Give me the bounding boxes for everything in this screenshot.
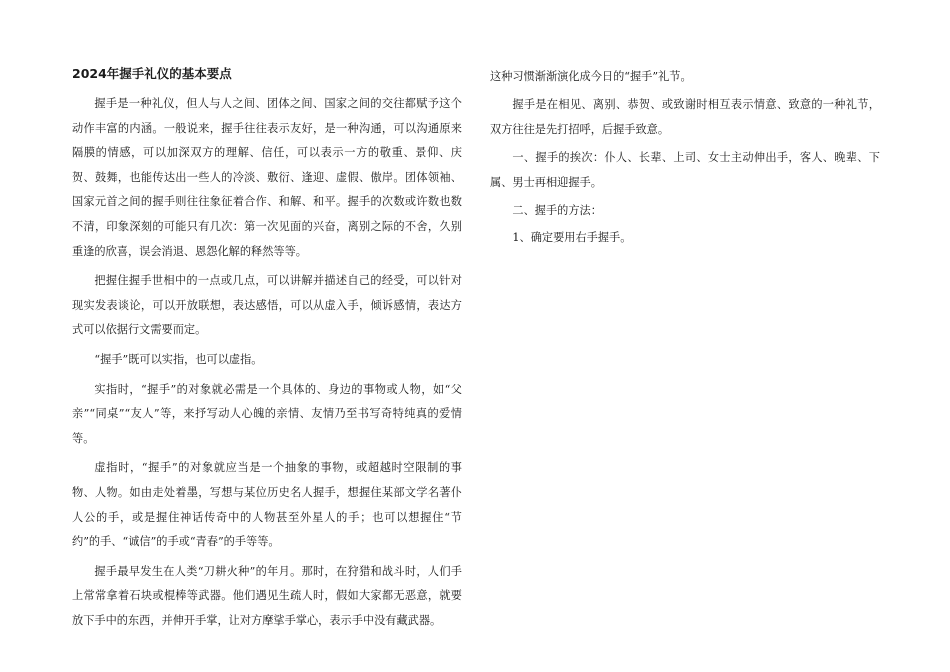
right-column [490, 64, 880, 253]
paragraph-virtual: 虚指时，“握手”的对象就应当是一个抽象的事物，或超越时空限制的事物、人物。如由走处着墨，写想与某位历史名人握手，想握住某部文学名著仆人公的手，或是握住神话传奇中的人物甚至外星人的手；也可以想握住“节约”的手、“诚信”的手或“青春”的手等等。 [72, 461, 462, 549]
paragraph-real: 实指时，“握手”的对象就必需是一个具体的、身边的事物或人物，如“父亲”“同桌”“友人”等，来抒写动人心魄的亲情、友情乃至书写奇特纯真的爱情等。 [72, 382, 462, 445]
paragraph-continuation: 这种习惯渐渐演化成今日的“握手”礼节。 [490, 70, 692, 83]
left-column [72, 64, 462, 638]
paragraph-intro: 握手是一种礼仪，但人与人之间、团体之间、国家之间的交往都赋予这个动作丰富的内涵。一般说来，握手往往表示友好，是一种沟通，可以沟通原来隔膜的情感，可以加深双方的理解、信任，可以表示一方的敬重、景仰、庆贺、鼓舞，也能传达出一些人的冷淡、敷衍、逢迎、虚假、傲岸。团体领袖、国家元首之间的握手则往往象征着合作、和解、和平。握手的次数或许数也数不清，印象深刻的可能只有几次：第一次见面的兴奋，离别之际的不舍，久别重逢的欣喜，误会消退、恩怨化解的释然等等。 [72, 97, 462, 258]
paragraph-definition: 握手是在相见、离别、恭贺、或致谢时相互表示情意、致意的一种礼节，双方往往是先打招呼，后握手致意。 [490, 97, 880, 136]
paragraph-grasp: 把握住握手世相中的一点或几点，可以讲解并描述自己的经受，可以针对现实发表谈论，可以开放联想，表达感悟，可以从虚入手，倾诉感情，表达方式可以依据行文需要而定。 [72, 274, 462, 337]
paragraph-real-virtual: “握手”既可以实指，也可以虚指。 [94, 352, 263, 366]
document-title: 2024年握手礼仪的基本要点 [72, 66, 232, 81]
paragraph-methods-heading: 二、握手的方法： [512, 203, 602, 217]
paragraph-order: 一、握手的挨次：仆人、长辈、上司、女士主动伸出手，客人、晚辈、下属、男士再相迎握手。 [490, 150, 880, 189]
paragraph-method-1: 1、确定要用右手握手。 [512, 231, 632, 244]
paragraph-origin: 握手最早发生在人类“刀耕火种”的年月。那时，在狩猎和战斗时，人们手上常常拿着石块或棍棒等武器。他们遇见生疏人时，假如大家都无恶意，就要放下手中的东西，并伸开手掌，让对方摩挲手掌心，表示手中没有藏武器。 [72, 564, 462, 627]
